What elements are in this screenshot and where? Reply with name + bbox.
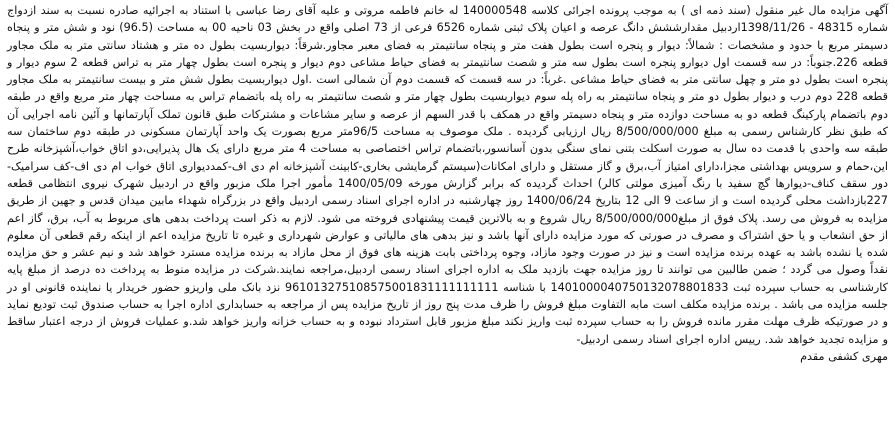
official-signature-name: مهری کشفی مقدم [800,349,888,363]
auction-notice-text: آگهی مزایده مال غیر منقول (سند ذمه ای ) به موجب پرونده اجرائی کلاسه 140000548 له خانم فاطمه مروتی و علیه آقای رضا عباسی با استناد به اجرائیه صادره نسبت به سند ازدواج شماره 48315 - 1398/11/26اردبیل مقدارششش دانگ عرصه و اعیان پلاک ثبتی شماره 6526 فرعی از 73 اصلی واقع در بخش 03 ناحیه 00 به مساحت (96.5) نود و شش متر و پنجاه دسیمتر مربع با حدود و مشخصات : شمالاً: دیوار و پنجره است بطول هفت متر و پنجاه سانتیمتر به فضای معبر مجاور.شرقاً: دیواربسیت بطول ده متر و هشتاد سانتی متر به ملک مجاور قطعه 226.جنوباً: در سه قسمت اول دیوارو پنجره است بطول سه متر و شصت سانتیمتر به فضای حیاط مشاعی دوم دیوار و پنجره است بطول چهار متر به تراس قطعه 2 سوم دیوار و پنجره است بطول دو متر و چهل سانتی متر به فضای حیاط مشاعی .غرباً: در سه قسمت که قسمت دوم آن شمالی است .اول دیواربسیت بطول شش متر و بیست سانتیمتر به ملک مجاور قطعه 228 دوم درب و دیوار بطول دو متر و پنجاه سانتیمتر به راه پله سوم دیواربسیت بطول چهار متر و شصت سانتیمتر به راه پله باتضمام تراس به مساحت چهار متر مربع واقع در طبقه دوم باتضمام پارکینگ قطعه دو به مساحت دوازده متر و پنجاه دسیمتر واقع در همکف با قدر السهم از عرصه و سایر مشاعات و مشترکات طبق قانون تملک آپارتمانها و آئین نامه اجرایی آن که طبق نظر کارشناس رسمی به مبلغ 8/500/000/000 ریال ارزیابی گردیده . ملک موصوف به مساحت 96/5متر مربع بصورت یک واحد آپارتمان مسکونی در طبقه دوم ساختمان سه طبقه سه واحدی با قدمت ده سال به صورت اسکلت بتنی نمای سنگی بدون آسانسور،باتضمام تراس اختصاصی به مساحت 4 متر مربع دارای یک هال پذیرایی،دو اتاق خواب،آشپزخانه طرح این،حمام و سرویس بهداشتی مجزا،دارای امتیاز آب،برق و گاز مستقل و دارای امکانات(سیستم گرمایشی بخاری-کابینت آشپزخانه ام دی اف-کمددیواری اتاق خواب ام دی اف-کف سرامیک-دور سقف کناف-دیوارها گچ سفید با رنگ آمیزی مولتی کالر) احداث گردیده که برابر گزارش مورخه 1400/05/09 مأمور اجرا ملک مزبور واقع در اردبیل شهرک نیروی انتظامی قطعه 227بازداشت محلی گردیده است و از ساعت 9 الی 12 بتاریخ 1400/06/24 روز چهارشنبه در اداره اجرای اسناد رسمی اردبیل واقع در بزرگراه شهداء مابین میدان قدس و جهین از طریق مزایده به فروش می رسد. پلاک فوق از مبلغ8/500/000/000 ریال شروع و به بالاترین قیمت پیشنهادی فروخته می شود. لازم به ذکر است پرداخت بدهی های مربوط به آب، برق، گاز اعم از حق انشعاب و یا حق اشتراک و مصرف در صورتی که مورد مزایده دارای آنها باشد و نیز بدهی های مالیاتی و عوارض شهرداری و غیره تا تاریخ مزایده اعم از اینکه رقم قطعی آن معلوم شده یا نشده باشد به عهده برنده مزایده است و نیز در صورت وجود مازاد، وجوه پرداختی بابت هزینه های فوق از محل مازاد به برنده مزایده مسترد خواهد شد و نیم عشر و حق مزایده نقداً وصول می گردد ؛ ضمن طالبین می توانند تا روز مزایده جهت بازدید ملک به اداره اجرای اسناد رسمی اردبیل،مراجعه نمایند.شرکت در مزایده منوط به پرداخت ده درصد از مبلغ پایه کارشناسی به حساب سپرده ثبت 1401000040750132078801833 با شناسه 961013275108575001831111111111 نزد بانک ملی واریزو حضور خریدار یا نماینده قانونی او در جلسه مزایده می باشد . برنده مزایده مکلف است مابه التفاوت مبلغ فروش را ظرف مدت پنج روز از تاریخ مزایده پس از مراجعه به حسابداری اداره اجرا به حساب صندوق ثبت تودیع نماید و در صورتیکه ظرف مهلت مقرر مانده فروش را به حساب سپرده ثبت واریز نکند مبلغ مزبور قابل استرداد نبوده و به حساب خزانه واریز خواهد شد.و عملیات فروش از درجه اعتبار ساقط و مزایده تجدید خواهد شد. رییس اداره اجرای اسناد رسمی اردبیل- [7,4,889,346]
